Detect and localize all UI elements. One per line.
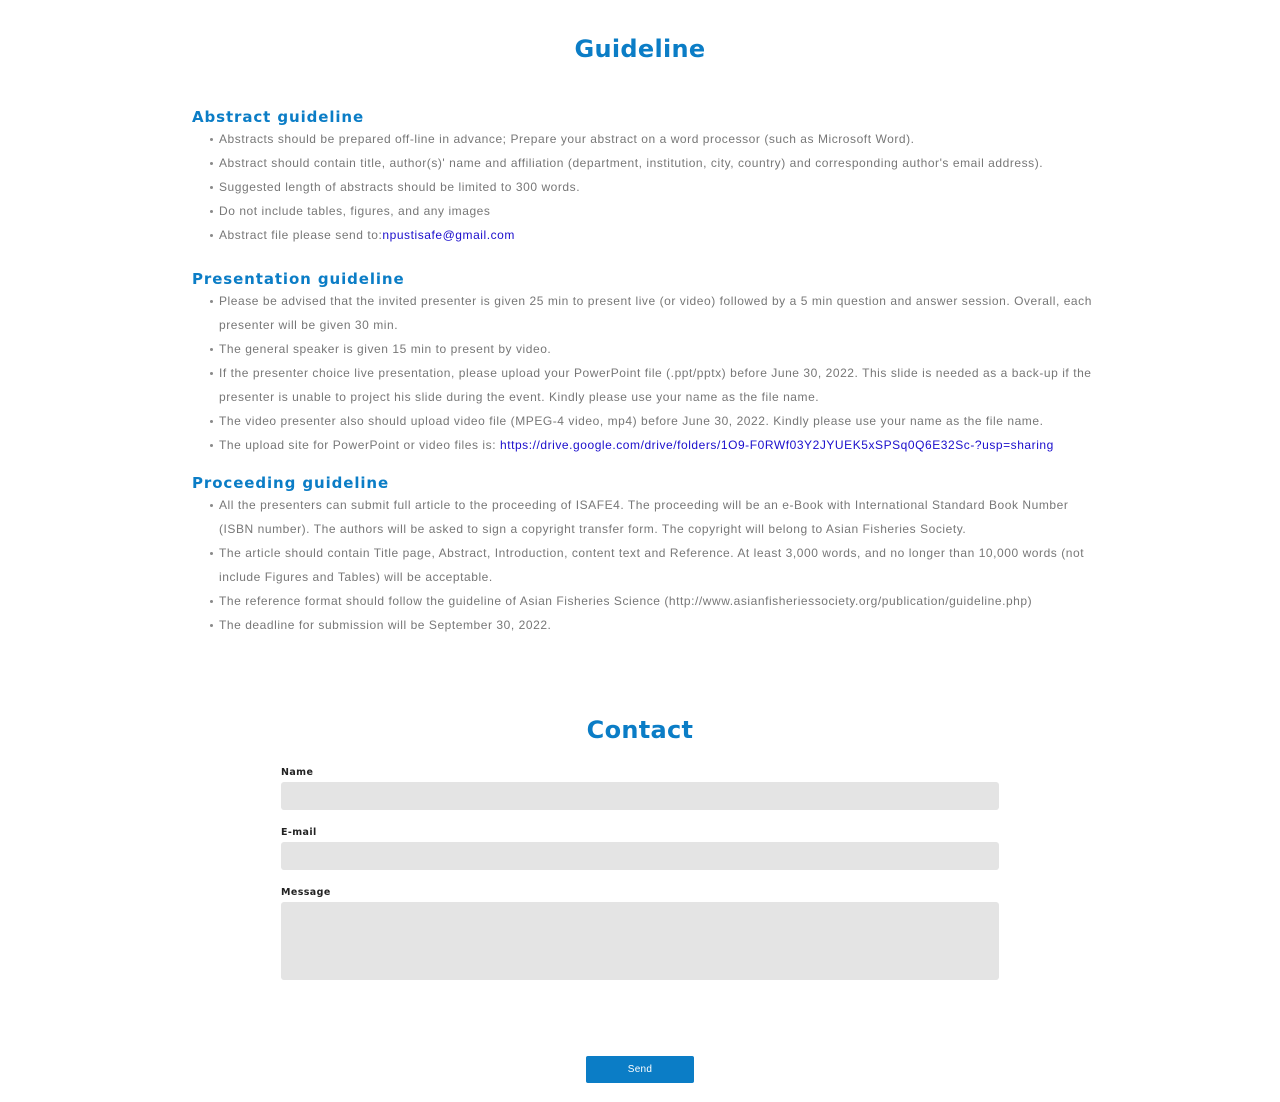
list-item [219, 433, 1092, 457]
name-label: Name [281, 767, 314, 778]
name-input[interactable] [281, 782, 999, 810]
list-item: The deadline for submission will be September 30, 2022. [219, 613, 1092, 637]
list-item: The video presenter also should upload video file (MPEG-4 video, mp4) before June 30, 2022. Kindly please use your name as the file name. [219, 409, 1092, 433]
list-item: The general speaker is given 15 min to present by video. [219, 337, 1092, 361]
contact-title: Contact [586, 716, 694, 744]
email-prefix-text: Abstract file please send to: [219, 228, 383, 242]
list-item: Please be advised that the invited presenter is given 25 min to present live (or video) followed by a 5 min question and answer session. Overall, each presenter will be given 30 min. [219, 289, 1092, 337]
proceeding-guideline-list [192, 493, 1092, 637]
email-link[interactable]: npustisafe@gmail.com [382, 228, 515, 242]
upload-site-link[interactable]: https://drive.google.com/drive/folders/1O9-F0RWf03Y2JYUEK5xSPSq0Q6E32Sc-?usp=sharing [499, 438, 1054, 452]
list-item: The reference format should follow the guideline of Asian Fisheries Science (http://www.asianfisheriessociety.org/publication/guideline.php) [219, 589, 1092, 613]
message-label: Message [281, 887, 331, 898]
guideline-title: Guideline [574, 35, 706, 63]
send-button[interactable]: Send [586, 1056, 694, 1083]
contact-form [281, 764, 999, 994]
email-label: E-mail [281, 827, 317, 838]
email-input[interactable] [281, 842, 999, 870]
guideline-content [192, 107, 1092, 659]
proceeding-guideline [192, 473, 1092, 637]
list-item: All the presenters can submit full article to the proceeding of ISAFE4. The proceeding will be an e-Book with International Standard Book Number (ISBN number). The authors will be asked to sign a copyright transfer form. The copyright will belong to Asian Fisheries Society. [219, 493, 1092, 541]
presentation-guideline [192, 269, 1092, 457]
list-item: If the presenter choice live presentation, please upload your PowerPoint file (.ppt/pptx) before June 30, 2022. This slide is needed as a back-up if the presenter is unable to project his slide during the event. Kindly please use your name as the file name. [219, 361, 1092, 409]
presentation-guideline-list [192, 289, 1092, 457]
list-item [219, 223, 1092, 247]
message-textarea[interactable] [281, 902, 999, 980]
list-item: Abstracts should be prepared off-line in advance; Prepare your abstract on a word processor (such as Microsoft Word). [219, 127, 1092, 151]
list-item: Suggested length of abstracts should be limited to 300 words. [219, 175, 1092, 199]
list-item: The article should contain Title page, Abstract, Introduction, content text and Reference. At least 3,000 words, and no longer than 10,000 words (not include Figures and Tables) will be acceptable. [219, 541, 1092, 589]
abstract-guideline-heading: Abstract guideline [192, 108, 365, 126]
abstract-guideline [192, 107, 1092, 247]
upload-prefix-text: The upload site for PowerPoint or video files is: [219, 438, 500, 452]
list-item: Do not include tables, figures, and any images [219, 199, 1092, 223]
abstract-guideline-list [192, 127, 1092, 247]
proceeding-guideline-heading: Proceeding guideline [192, 474, 390, 492]
list-item: Abstract should contain title, author(s)' name and affiliation (department, institution, city, country) and corresponding author's email address). [219, 151, 1092, 175]
presentation-guideline-heading: Presentation guideline [192, 270, 405, 288]
